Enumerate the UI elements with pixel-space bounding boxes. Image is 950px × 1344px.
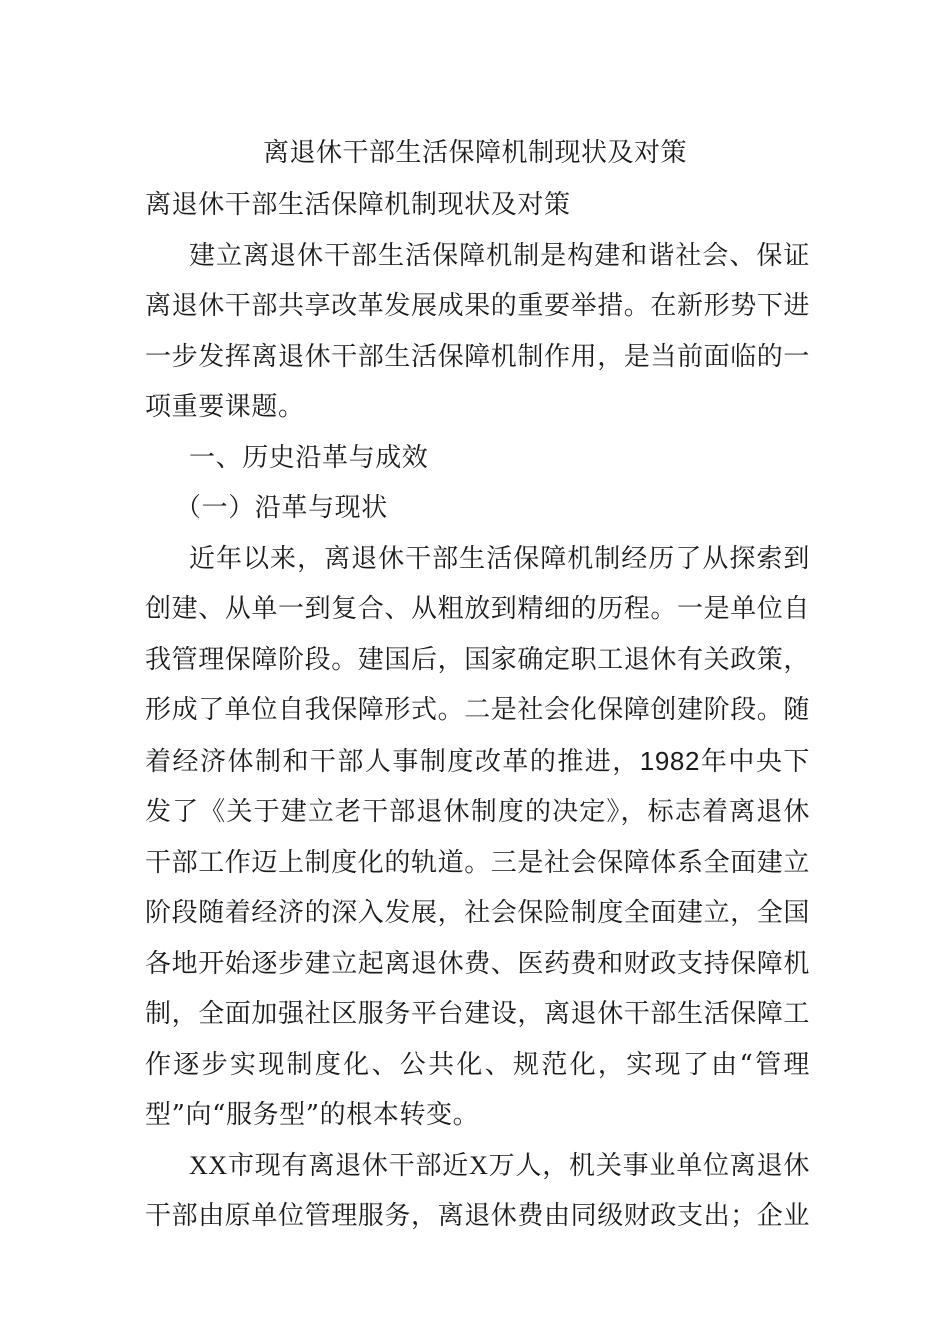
history-text-part2: 年中央下发了《关于建立老干部退休制度的决定》，标志着离退休干部工作迈上制度化的轨道。三是社会保障体系全面建立阶段随着经济的深入发展，社会保险制度全面建立，全国各地开始逐步建立起离退休费、医药费和财政支持保障机制，全面加强社区服务平台建设，离退休干部生活保障工作逐步实现制度化、公共化、规范化，实现了由“管理型”向“服务型”的根本转变。 <box>145 746 811 1130</box>
history-paragraph <box>145 534 810 1141</box>
document-body <box>145 180 810 1242</box>
city-text-part2: 万人，机关事业单位离退休干部由原单位管理服务，离退休费由同级财政支出；企业 <box>145 1150 811 1231</box>
retiree-count: X <box>469 1150 489 1180</box>
subsection-heading: （一）沿革与现状 <box>175 493 388 523</box>
city-text-part1: 市现有离退休干部近 <box>227 1150 470 1181</box>
intro-paragraph: 建立离退休干部生活保障机制是构建和谐社会、保证离退休干部共享改革发展成果的重要举措。在新形势下进一步发挥离退休干部生活保障机制作用，是当前面临的一项重要课题。 <box>145 240 811 422</box>
document-subtitle: 离退休干部生活保障机制现状及对策 <box>145 190 571 220</box>
history-text-part1: 近年以来，离退休干部生活保障机制经历了从探索到创建、从单一到复合、从粗放到精细的历程。一是单位自我管理保障阶段。建国后，国家确定职工退休有关政策，形成了单位自我保障形式。二是社会化保障创建阶段。随着经济体制和干部人事制度改革的推进， <box>145 543 811 777</box>
city-name: XX <box>189 1150 228 1180</box>
city-paragraph <box>145 1141 810 1242</box>
document-title: 离退休干部生活保障机制现状及对策 <box>262 138 687 168</box>
section-heading: 一、历史沿革与成效 <box>189 442 429 473</box>
history-year: 1982 <box>639 745 701 776</box>
